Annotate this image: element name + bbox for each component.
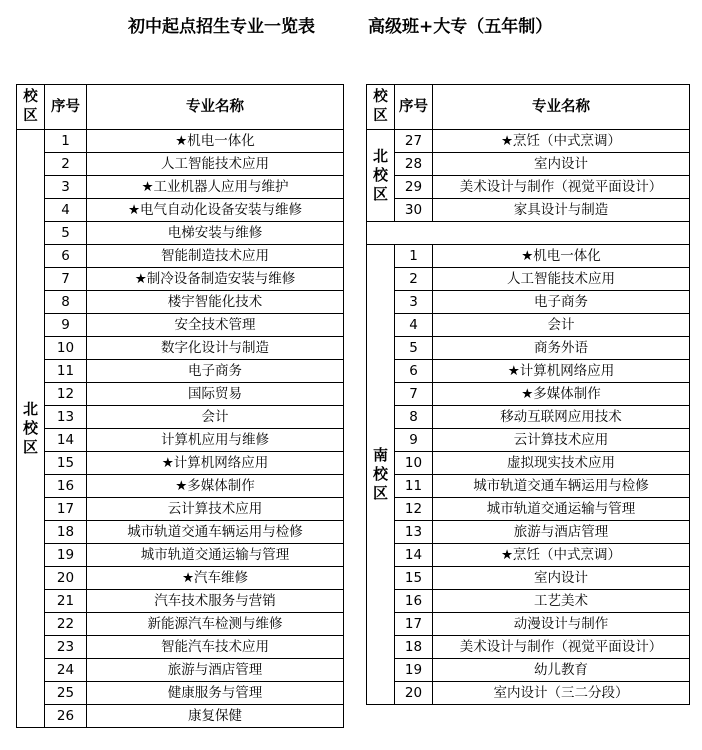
row-index: 27 bbox=[395, 130, 433, 153]
title-program: 高级班+大专（五年制） bbox=[368, 17, 553, 37]
major-name: 人工智能技术应用 bbox=[87, 153, 344, 176]
table-row bbox=[17, 337, 344, 360]
row-index: 16 bbox=[395, 590, 433, 613]
header-campus: 校区 bbox=[367, 85, 395, 130]
separator-row bbox=[367, 222, 690, 245]
table-row bbox=[367, 452, 690, 475]
major-name: ★烹饪（中式烹调） bbox=[433, 130, 690, 153]
major-name: 电子商务 bbox=[433, 291, 690, 314]
major-name: 电梯安装与维修 bbox=[87, 222, 344, 245]
major-name: 楼宇智能化技术 bbox=[87, 291, 344, 314]
table-row bbox=[17, 360, 344, 383]
row-index: 19 bbox=[45, 544, 87, 567]
row-index: 7 bbox=[395, 383, 433, 406]
table-row bbox=[367, 659, 690, 682]
row-index: 7 bbox=[45, 268, 87, 291]
row-index: 12 bbox=[45, 383, 87, 406]
document-title bbox=[0, 6, 702, 36]
table-row bbox=[367, 291, 690, 314]
row-index: 24 bbox=[45, 659, 87, 682]
row-index: 20 bbox=[45, 567, 87, 590]
row-index: 3 bbox=[45, 176, 87, 199]
major-name: 移动互联网应用技术 bbox=[433, 406, 690, 429]
row-index: 4 bbox=[395, 314, 433, 337]
major-name: 计算机应用与维修 bbox=[87, 429, 344, 452]
table-row bbox=[17, 682, 344, 705]
row-index: 13 bbox=[395, 521, 433, 544]
major-name: ★计算机网络应用 bbox=[433, 360, 690, 383]
row-index: 8 bbox=[45, 291, 87, 314]
major-name: ★制冷设备制造安装与维修 bbox=[87, 268, 344, 291]
table-row bbox=[367, 245, 690, 268]
row-index: 18 bbox=[45, 521, 87, 544]
major-name: 云计算技术应用 bbox=[87, 498, 344, 521]
major-name: ★多媒体制作 bbox=[87, 475, 344, 498]
row-index: 9 bbox=[395, 429, 433, 452]
row-index: 22 bbox=[45, 613, 87, 636]
table-row bbox=[367, 521, 690, 544]
table-row bbox=[17, 659, 344, 682]
table-row bbox=[367, 613, 690, 636]
table-row bbox=[17, 222, 344, 245]
major-name: 数字化设计与制造 bbox=[87, 337, 344, 360]
row-index: 21 bbox=[45, 590, 87, 613]
major-name: 安全技术管理 bbox=[87, 314, 344, 337]
row-index: 26 bbox=[45, 705, 87, 728]
table-row bbox=[367, 176, 690, 199]
table-row bbox=[367, 360, 690, 383]
major-name: 城市轨道交通运输与管理 bbox=[433, 498, 690, 521]
major-name: 会计 bbox=[433, 314, 690, 337]
row-index: 8 bbox=[395, 406, 433, 429]
table-row bbox=[17, 406, 344, 429]
row-index: 11 bbox=[395, 475, 433, 498]
campus-label: 北 校 区 bbox=[17, 130, 45, 728]
major-name: 智能制造技术应用 bbox=[87, 245, 344, 268]
table-row bbox=[17, 613, 344, 636]
row-index: 16 bbox=[45, 475, 87, 498]
major-name: ★工业机器人应用与维护 bbox=[87, 176, 344, 199]
table-row bbox=[17, 153, 344, 176]
table-row bbox=[17, 590, 344, 613]
row-index: 2 bbox=[395, 268, 433, 291]
table-row bbox=[367, 406, 690, 429]
table-row bbox=[367, 130, 690, 153]
major-name: ★汽车维修 bbox=[87, 567, 344, 590]
table-row bbox=[17, 475, 344, 498]
major-name: ★计算机网络应用 bbox=[87, 452, 344, 475]
table-row bbox=[367, 314, 690, 337]
row-index: 19 bbox=[395, 659, 433, 682]
major-name: 新能源汽车检测与维修 bbox=[87, 613, 344, 636]
table-row bbox=[17, 130, 344, 153]
major-name: 城市轨道交通车辆运用与检修 bbox=[87, 521, 344, 544]
table-row bbox=[367, 337, 690, 360]
table-row bbox=[367, 429, 690, 452]
row-index: 14 bbox=[395, 544, 433, 567]
row-index: 15 bbox=[395, 567, 433, 590]
major-name: 电子商务 bbox=[87, 360, 344, 383]
row-index: 18 bbox=[395, 636, 433, 659]
row-index: 15 bbox=[45, 452, 87, 475]
major-name: 幼儿教育 bbox=[433, 659, 690, 682]
major-name: 工艺美术 bbox=[433, 590, 690, 613]
major-name: 室内设计（三二分段） bbox=[433, 682, 690, 705]
major-name: 人工智能技术应用 bbox=[433, 268, 690, 291]
table-row bbox=[367, 475, 690, 498]
row-index: 1 bbox=[45, 130, 87, 153]
table-row bbox=[367, 268, 690, 291]
table-row bbox=[367, 636, 690, 659]
row-index: 17 bbox=[45, 498, 87, 521]
campus-label: 南 校 区 bbox=[367, 245, 395, 705]
table-row bbox=[17, 498, 344, 521]
table-header-row bbox=[17, 85, 344, 130]
table-row bbox=[367, 383, 690, 406]
header-index: 序号 bbox=[45, 85, 87, 130]
major-name: ★电气自动化设备安装与维修 bbox=[87, 199, 344, 222]
row-index: 20 bbox=[395, 682, 433, 705]
major-name: ★烹饪（中式烹调） bbox=[433, 544, 690, 567]
table-row bbox=[17, 636, 344, 659]
table-row bbox=[367, 498, 690, 521]
major-name: ★机电一体化 bbox=[87, 130, 344, 153]
row-index: 12 bbox=[395, 498, 433, 521]
major-name: 康复保健 bbox=[87, 705, 344, 728]
row-index: 14 bbox=[45, 429, 87, 452]
row-index: 17 bbox=[395, 613, 433, 636]
major-name: 智能汽车技术应用 bbox=[87, 636, 344, 659]
major-name: 国际贸易 bbox=[87, 383, 344, 406]
major-name: 城市轨道交通运输与管理 bbox=[87, 544, 344, 567]
table-row bbox=[367, 544, 690, 567]
major-name: ★机电一体化 bbox=[433, 245, 690, 268]
major-name: 动漫设计与制作 bbox=[433, 613, 690, 636]
major-name: 云计算技术应用 bbox=[433, 429, 690, 452]
major-name: 城市轨道交通车辆运用与检修 bbox=[433, 475, 690, 498]
row-index: 5 bbox=[45, 222, 87, 245]
table-row bbox=[17, 521, 344, 544]
table-row bbox=[17, 245, 344, 268]
header-major: 专业名称 bbox=[433, 85, 690, 130]
major-name: 虚拟现实技术应用 bbox=[433, 452, 690, 475]
table-row bbox=[367, 590, 690, 613]
table-row bbox=[367, 567, 690, 590]
row-index: 10 bbox=[395, 452, 433, 475]
major-name: 室内设计 bbox=[433, 153, 690, 176]
row-index: 6 bbox=[395, 360, 433, 383]
row-index: 5 bbox=[395, 337, 433, 360]
blank-cell bbox=[367, 222, 690, 245]
major-name: 健康服务与管理 bbox=[87, 682, 344, 705]
table-header-row bbox=[367, 85, 690, 130]
row-index: 4 bbox=[45, 199, 87, 222]
major-name: 旅游与酒店管理 bbox=[433, 521, 690, 544]
major-name: ★多媒体制作 bbox=[433, 383, 690, 406]
campus-label: 北 校 区 bbox=[367, 130, 395, 222]
right-majors-table bbox=[366, 84, 690, 705]
left-majors-table bbox=[16, 84, 344, 728]
table-row bbox=[17, 544, 344, 567]
row-index: 11 bbox=[45, 360, 87, 383]
row-index: 2 bbox=[45, 153, 87, 176]
row-index: 6 bbox=[45, 245, 87, 268]
table-row bbox=[367, 199, 690, 222]
table-row bbox=[17, 705, 344, 728]
major-name: 美术设计与制作（视觉平面设计） bbox=[433, 176, 690, 199]
major-name: 商务外语 bbox=[433, 337, 690, 360]
major-name: 汽车技术服务与营销 bbox=[87, 590, 344, 613]
row-index: 9 bbox=[45, 314, 87, 337]
row-index: 30 bbox=[395, 199, 433, 222]
table-row bbox=[17, 429, 344, 452]
table-row bbox=[367, 682, 690, 705]
major-name: 室内设计 bbox=[433, 567, 690, 590]
table-row bbox=[17, 291, 344, 314]
table-row bbox=[17, 199, 344, 222]
major-name: 会计 bbox=[87, 406, 344, 429]
table-row bbox=[17, 383, 344, 406]
major-name: 美术设计与制作（视觉平面设计） bbox=[433, 636, 690, 659]
row-index: 28 bbox=[395, 153, 433, 176]
row-index: 29 bbox=[395, 176, 433, 199]
row-index: 23 bbox=[45, 636, 87, 659]
header-index: 序号 bbox=[395, 85, 433, 130]
table-row bbox=[17, 314, 344, 337]
major-name: 旅游与酒店管理 bbox=[87, 659, 344, 682]
header-campus: 校区 bbox=[17, 85, 45, 130]
major-name: 家具设计与制造 bbox=[433, 199, 690, 222]
row-index: 10 bbox=[45, 337, 87, 360]
row-index: 13 bbox=[45, 406, 87, 429]
title-main: 初中起点招生专业一览表 bbox=[128, 17, 315, 37]
table-row bbox=[17, 567, 344, 590]
row-index: 3 bbox=[395, 291, 433, 314]
table-row bbox=[367, 153, 690, 176]
table-row bbox=[17, 176, 344, 199]
row-index: 1 bbox=[395, 245, 433, 268]
table-row bbox=[17, 452, 344, 475]
header-major: 专业名称 bbox=[87, 85, 344, 130]
table-row bbox=[17, 268, 344, 291]
row-index: 25 bbox=[45, 682, 87, 705]
